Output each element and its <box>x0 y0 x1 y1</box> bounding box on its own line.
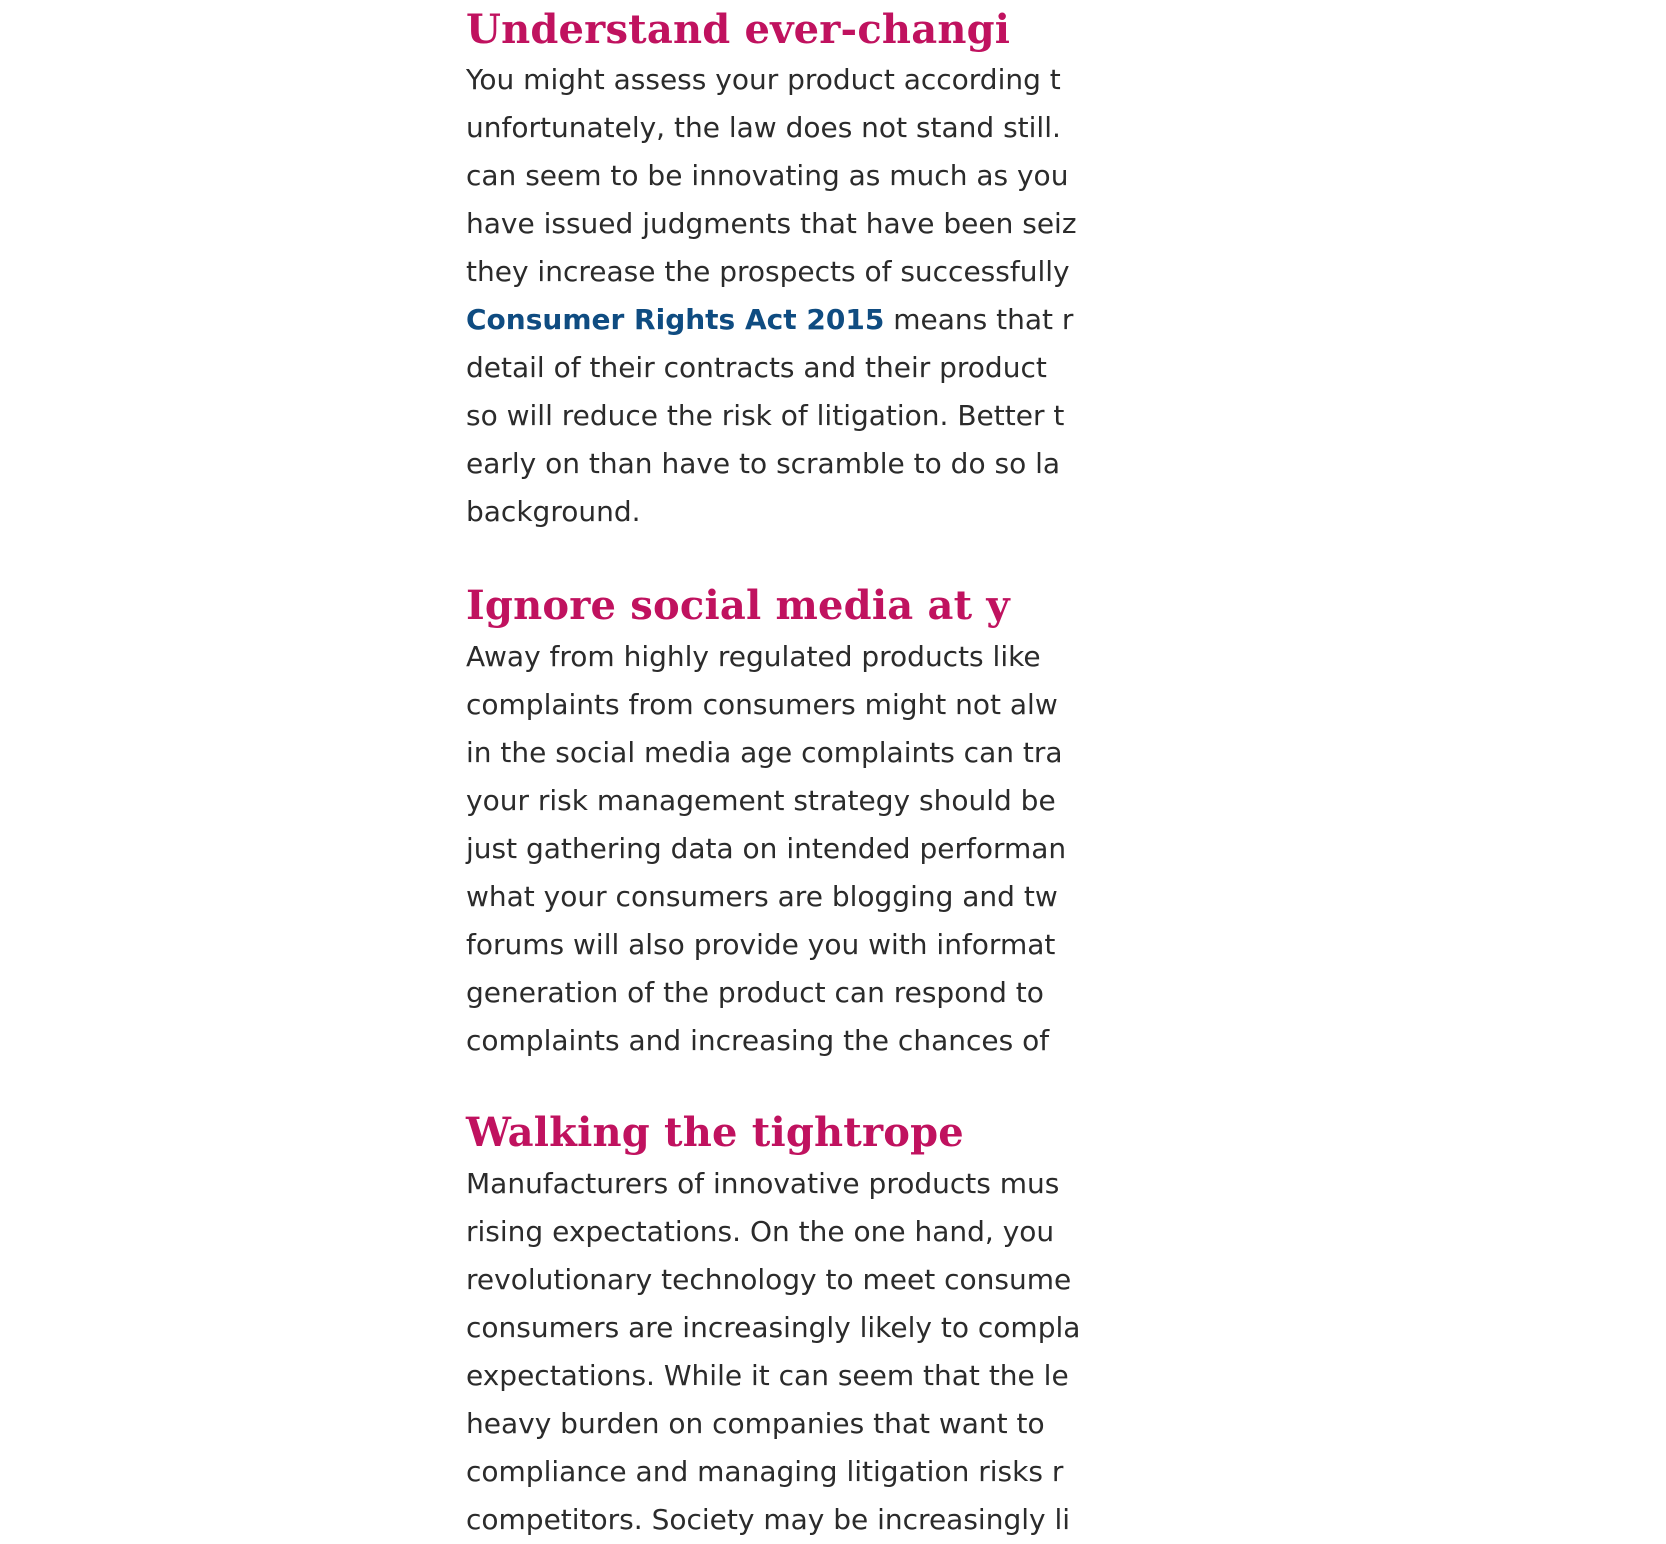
body-line: complaints from consumers might not alw <box>466 688 1058 721</box>
body-line: have issued judgments that have been seiz <box>466 207 1077 240</box>
body-line: heavy burden on companies that want to <box>466 1407 1045 1440</box>
body-line: revolutionary technology to meet consume <box>466 1263 1072 1296</box>
body-line: Manufacturers of innovative products mus <box>466 1167 1060 1200</box>
section-body-social-media <box>466 633 1066 1065</box>
section-body-understand <box>466 56 1077 536</box>
body-line: consumers are increasingly likely to compla <box>466 1311 1081 1344</box>
body-line: your risk management strategy should be <box>466 784 1056 817</box>
body-line-with-link <box>466 296 1077 344</box>
body-line: complaints and increasing the chances of <box>466 1024 1050 1057</box>
body-line: forums will also provide you with informat <box>466 928 1056 961</box>
body-line-continuation: means that r <box>884 303 1074 336</box>
body-line: they increase the prospects of successfully <box>466 255 1070 288</box>
section-heading-tightrope: Walking the tightrope <box>466 1109 964 1156</box>
body-line: competitors. Society may be increasingly li <box>466 1503 1071 1536</box>
section-heading-social-media: Ignore social media at y <box>466 582 1010 629</box>
body-line: in the social media age complaints can tra <box>466 736 1063 769</box>
body-line: rising expectations. On the one hand, you <box>466 1215 1055 1248</box>
body-line: unfortunately, the law does not stand still. <box>466 111 1061 144</box>
body-line: so will reduce the risk of litigation. Better t <box>466 399 1065 432</box>
body-line: generation of the product can respond to <box>466 976 1044 1009</box>
body-line: You might assess your product according t <box>466 63 1061 96</box>
body-line: just gathering data on intended performan <box>466 832 1067 865</box>
body-line: background. <box>466 495 641 528</box>
section-heading-understand: Understand ever-changi <box>466 6 1011 53</box>
body-line: expectations. While it can seem that the le <box>466 1359 1069 1392</box>
body-line: can seem to be innovating as much as you <box>466 159 1069 192</box>
section-body-tightrope <box>466 1160 1080 1544</box>
body-line: early on than have to scramble to do so la <box>466 447 1061 480</box>
consumer-rights-act-link[interactable]: Consumer Rights Act 2015 <box>466 303 885 336</box>
body-line: what your consumers are blogging and tw <box>466 880 1058 913</box>
body-line: Away from highly regulated products like <box>466 640 1041 673</box>
body-line: compliance and managing litigation risks r <box>466 1455 1064 1488</box>
body-line: detail of their contracts and their product <box>466 351 1047 384</box>
